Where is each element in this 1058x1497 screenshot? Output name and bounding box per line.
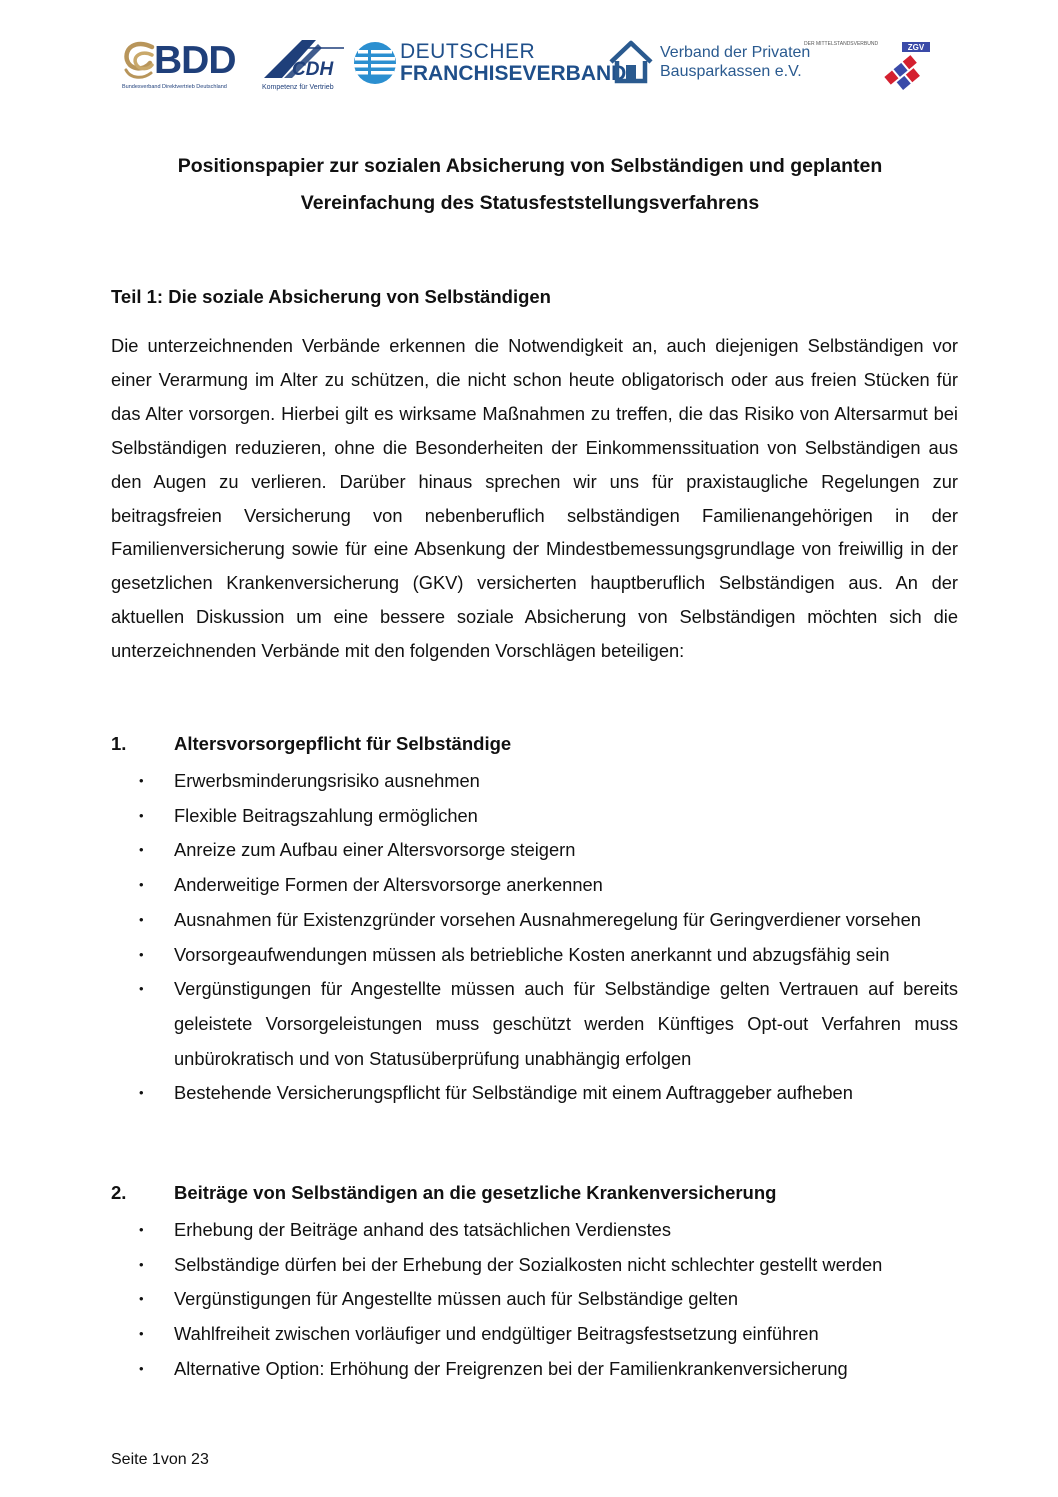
cdh-logo bbox=[260, 38, 346, 100]
franchiseverband-globe-icon bbox=[352, 40, 398, 86]
list-item-text: Alternative Option: Erhöhung der Freigrenzen bei der Familienkrankenversicherung bbox=[174, 1357, 848, 1379]
bullet-icon: • bbox=[139, 1256, 144, 1272]
bdd-logo-wordmark: BDD bbox=[154, 39, 236, 82]
list-item-text: Erhebung der Beiträge anhand des tatsächlichen Verdienstes bbox=[174, 1219, 671, 1240]
list-item bbox=[111, 1213, 958, 1248]
list-item-text: Anreize zum Aufbau einer Altersvorsorge steigern bbox=[174, 839, 576, 861]
section-title: Altersvorsorgepflicht für Selbständige bbox=[174, 733, 512, 754]
bullet-icon: • bbox=[139, 946, 144, 962]
cdh-logo-wordmark: CDH bbox=[292, 59, 334, 80]
list-item bbox=[111, 972, 958, 1076]
bdd-logo bbox=[122, 40, 254, 100]
bullet-list bbox=[111, 1213, 958, 1387]
list-item bbox=[111, 1282, 958, 1317]
zgv-logo-wordmark: ZGV bbox=[907, 43, 925, 52]
list-item bbox=[111, 1317, 958, 1352]
franchiseverband-line2: FRANCHISEVERBAND bbox=[400, 62, 627, 85]
bullet-icon: • bbox=[139, 842, 144, 858]
bullet-icon: • bbox=[139, 1360, 144, 1376]
list-item bbox=[111, 868, 958, 903]
bausparkassen-line2: Bausparkassen e.V. bbox=[660, 63, 802, 80]
bausparkassen-logo bbox=[608, 38, 811, 92]
bullet-icon: • bbox=[139, 1326, 144, 1342]
list-item-text: Erwerbsminderungsrisiko ausnehmen bbox=[174, 770, 480, 791]
franchiseverband-line1: DEUTSCHER bbox=[400, 40, 536, 63]
section-heading bbox=[111, 1182, 776, 1204]
bullet-icon: • bbox=[139, 981, 144, 997]
bullet-icon: • bbox=[139, 1291, 144, 1307]
section-number: 1. bbox=[111, 733, 127, 754]
list-item bbox=[111, 938, 958, 973]
bullet-icon: • bbox=[139, 1222, 144, 1237]
bullet-icon: • bbox=[139, 1085, 144, 1101]
bullet-list bbox=[111, 764, 958, 1111]
zgv-logo-topline: DER MITTELSTANDSVERBUND bbox=[804, 41, 879, 47]
list-item-text: Wahlfreiheit zwischen vorläufiger und endgültiger Beitragsfestsetzung einführen bbox=[174, 1323, 819, 1345]
bdd-logo-tagline: Bundesverband Direktvertrieb Deutschland bbox=[122, 84, 227, 90]
list-item bbox=[111, 833, 958, 868]
bausparkassen-house-icon bbox=[608, 40, 654, 84]
list-item-text: Vergünstigungen für Angestellte müssen auch für Selbständige gelten Vertrauen auf bereits geleistete Vorsorgeleistungen muss geschützt werden Künftiges Opt-out Verfahren muss unbürokratisch und von Statusüberprüfung unabhängig erfolgen bbox=[174, 978, 958, 1069]
list-item bbox=[111, 1248, 958, 1283]
bullet-icon: • bbox=[139, 773, 144, 788]
bullet-icon: • bbox=[139, 807, 144, 823]
list-item bbox=[111, 903, 958, 938]
list-item-text: Vergünstigungen für Angestellte müssen auch für Selbständige gelten bbox=[174, 1288, 739, 1310]
section-number: 2. bbox=[111, 1182, 127, 1203]
list-item-text: Anderweitige Formen der Altersvorsorge anerkennen bbox=[174, 874, 603, 896]
zgv-emblem-icon bbox=[804, 38, 932, 90]
list-item-text: Ausnahmen für Existenzgründer vorsehen Ausnahmeregelung für Geringverdiener vorsehen bbox=[174, 908, 921, 930]
franchiseverband-logo bbox=[352, 38, 627, 92]
section-heading bbox=[111, 733, 511, 755]
list-item bbox=[111, 799, 958, 834]
bdd-swirl-icon bbox=[122, 40, 156, 82]
cdh-logo-tagline: Kompetenz für Vertrieb bbox=[262, 84, 334, 91]
list-item bbox=[111, 1352, 958, 1387]
page-number-footer: Seite 1von 23 bbox=[111, 1451, 209, 1468]
list-item-text: Selbständige dürfen bei der Erhebung der Sozialkosten nicht schlechter gestellt werden bbox=[174, 1253, 883, 1275]
document-title: Positionspapier zur sozialen Absicherung von Selbständigen und geplanten Vereinfachung des Statusfeststellungsverfahrens bbox=[177, 155, 883, 214]
list-item bbox=[111, 764, 958, 799]
bullet-icon: • bbox=[139, 877, 144, 893]
list-item-text: Vorsorgeaufwendungen müssen als betriebliche Kosten anerkannt und abzugsfähig sein bbox=[174, 943, 890, 965]
logo-bar bbox=[118, 34, 938, 100]
list-item-text: Bestehende Versicherungspflicht für Selbständige mit einem Auftraggeber aufheben bbox=[174, 1082, 853, 1104]
bullet-icon: • bbox=[139, 911, 144, 927]
intro-paragraph: Die unterzeichnenden Verbände erkennen die Notwendigkeit an, auch diejenigen Selbständigen vor einer Verarmung im Alter zu schützen, die nicht schon heute obligatorisch oder aus freien Stücken für das Alter vorsorgen. Hierbei gilt es wirksame Maßnahmen zu treffen, die das Risiko von Altersarmut bei Selbständigen reduzieren, ohne die Besonderheiten der Einkommenssituation von Selbständigen aus den Augen zu verlieren. Darüber hinaus sprechen wir uns für praxistaugliche Regelungen zur beitragsfreien Versicherung von nebenberuflich selbständigen Familienangehörigen in der Familienversicherung sowie für eine Absenkung der Mindestbemessungsgrundlage von freiwillig in der gesetzlichen Krankenversicherung (GKV) versicherten hauptberuflich Selbständigen aus. An der aktuellen Diskussion um eine bessere soziale Absicherung von Selbständigen möchten sich die unterzeichnenden Verbände mit den folgenden Vorschlägen beteiligen: bbox=[111, 335, 958, 662]
part-heading: Teil 1: Die soziale Absicherung von Selbständigen bbox=[111, 286, 551, 307]
bausparkassen-line1: Verband der Privaten bbox=[660, 44, 811, 61]
zgv-logo bbox=[804, 38, 932, 94]
list-item-text: Flexible Beitragszahlung ermöglichen bbox=[174, 804, 478, 826]
list-item bbox=[111, 1076, 958, 1111]
section-title: Beiträge von Selbständigen an die gesetzliche Krankenversicherung bbox=[174, 1182, 777, 1203]
